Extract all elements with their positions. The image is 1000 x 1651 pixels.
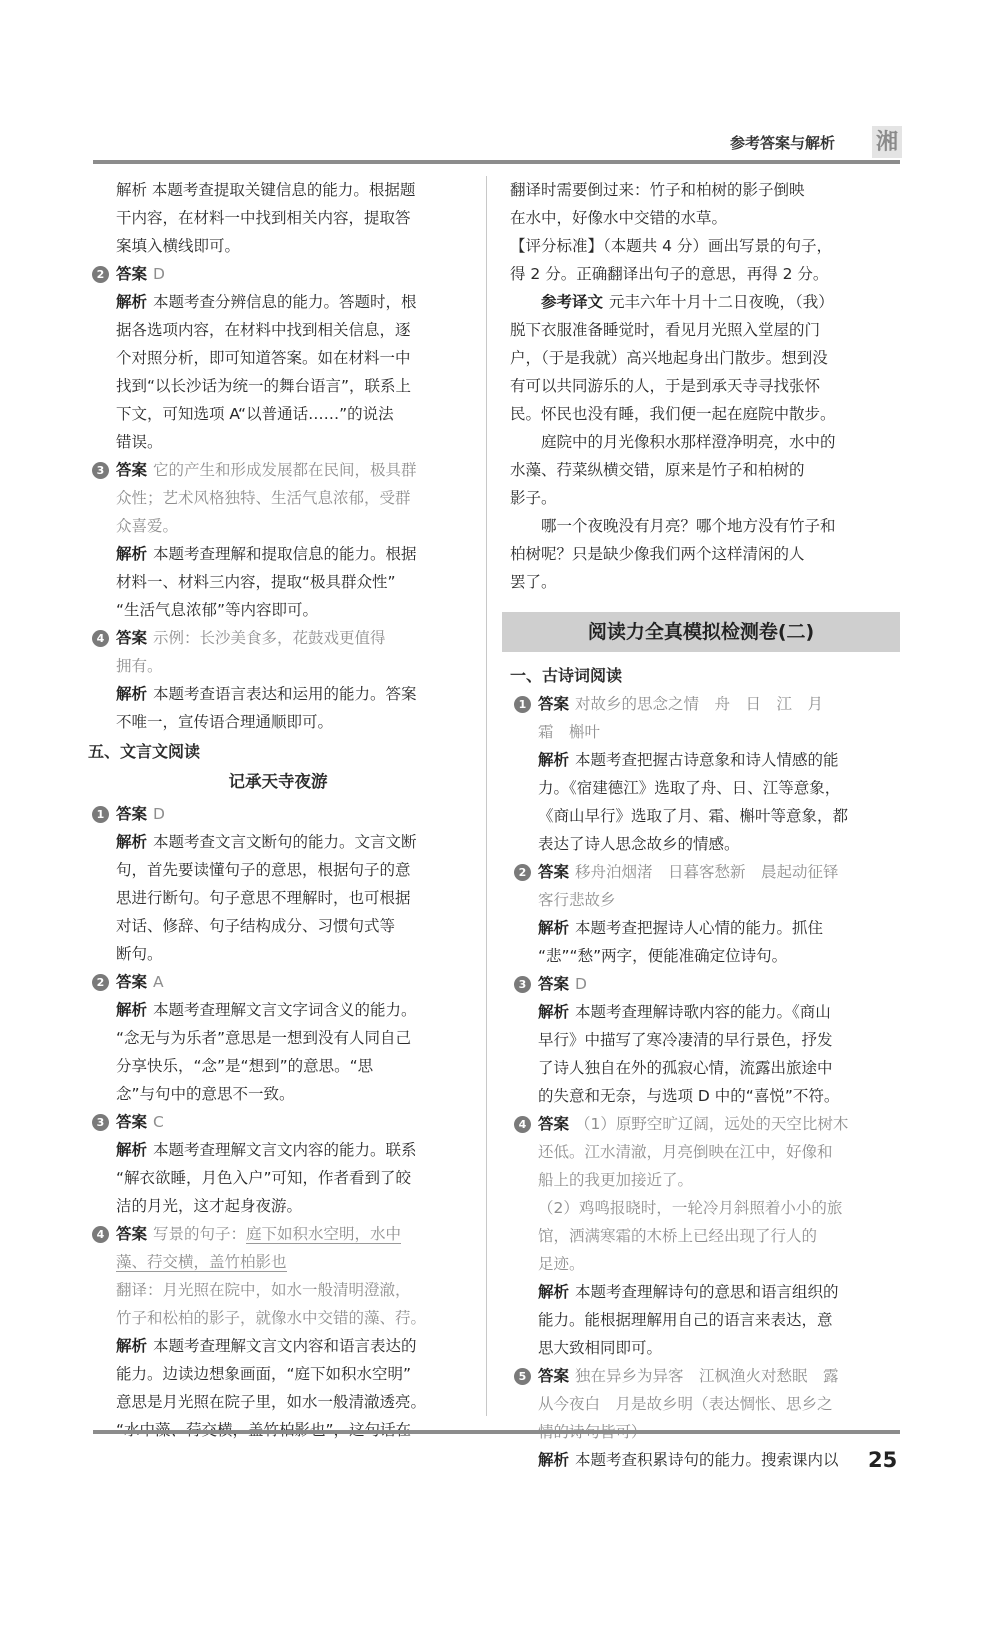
question-number-badge: 4 — [514, 1116, 531, 1133]
question-2: 2 答案 D 解析 本题考查分辨信息的能力。答题时，根 据各选项内容，在材料中找到相关信息，逐 个对照分析，即可知道答案。如在材料一中 找到“以长沙话为统一的舞台语言”，联系上 下文，可知选项 A“以普通话……”的说法 错误。 — [88, 260, 468, 456]
passage-title: 记承天寺夜游 — [228, 772, 328, 791]
header-title: 参考答案与解析 — [730, 134, 836, 152]
region-badge: 湘 — [872, 126, 902, 158]
question-number-badge: 2 — [514, 864, 531, 881]
poetry-question-2: 2 答案 移舟泊烟渚 日暮客愁新 晨起动征铎 客行悲故乡 解析 本题考查把握诗人心情的能力。抓住 “悲”“愁”两字，便能准确定位诗句。 — [510, 858, 900, 970]
question-number-badge: 1 — [92, 806, 109, 823]
question-number-badge: 3 — [92, 462, 109, 479]
classical-question-2: 2 答案 A 解析 本题考查理解文言文字词含义的能力。 “念无与为乐者”意思是一想到没有人同自己 分享快乐，“念”是“想到”的意思。“思 念”与句中的意思不一致。 — [88, 968, 468, 1108]
analysis-q1: 解析 本题考查提取关键信息的能力。根据题 干内容，在材料一中找到相关内容，提取答 案填入横线即可。 — [116, 181, 416, 255]
question-4: 4 答案 示例：长沙美食多，花鼓戏更值得 拥有。 解析 本题考查语言表达和运用的能力。答案 不唯一，宣传语合理通顺即可。 — [88, 624, 468, 736]
question-number-badge: 5 — [514, 1368, 531, 1385]
classical-question-4: 4 答案 写景的句子：庭下如积水空明，水中 藻、荇交横，盖竹柏影也 翻译：月光照在院中，如水一般清明澄澈， 竹子和松柏的影子，就像水中交错的藻、荇。 解析 本题考查理解文言文内容和语言表达的 能力。边读边想象画面，“庭下如积水空明” 意思是月光照在院子里，如水一般清澈透亮。 — [88, 1220, 468, 1444]
scoring-criteria: 【评分标准】（本题共 4 分）画出写景的句子， 得 2 分。正确翻译出句子的意思，再得 2 分。 — [510, 237, 832, 283]
poetry-question-5: 5 答案 独在异乡为异客 江枫渔火对愁眠 露 从今夜白 月是故乡明（表达惆怅、思乡之 解析 本题考查积累诗句的能力。搜索课内以 — [510, 1362, 900, 1474]
question-number-badge: 3 — [92, 1114, 109, 1131]
poetry-question-3: 3 答案 D 解析 本题考查理解诗歌内容的能力。《商山 早行》中描写了寒冷凄清的早行景色，抒发 了诗人独自在外的孤寂心情，流露出旅途中 的失意和无奈，与选项 D 中的“喜悦”不符。 — [510, 970, 900, 1110]
question-number-badge: 2 — [92, 266, 109, 283]
question-number-badge: 4 — [92, 1226, 109, 1243]
section-heading: 一、古诗词阅读 — [510, 666, 623, 685]
test-section-banner: 阅读力全真模拟检测卷(二) — [502, 612, 900, 652]
question-number-badge: 1 — [514, 696, 531, 713]
classical-question-3: 3 答案 C 解析 本题考查理解文言文内容的能力。联系 “解衣欲睡，月色入户”可知，作者看到了皎 洁的月光，这才起身夜游。 — [88, 1108, 468, 1220]
right-column — [510, 176, 900, 1474]
question-number-badge: 2 — [92, 974, 109, 991]
poetry-question-1: 1 答案 对故乡的思念之情 舟 日 江 月 霜 槲叶 解析 本题考查把握古诗意象和诗人情感的能 力。《宿建德江》选取了舟、日、江等意象， 《商山早行》选取了月、霜、槲叶等意象，都 表达了诗人思念故乡的情感。 — [510, 690, 900, 858]
left-column — [88, 176, 468, 1444]
page-number: 25 — [868, 1448, 898, 1472]
question-3: 3 答案 它的产生和形成发展都在民间，极具群 众性；艺术风格独特、生活气息浓郁，受群 众喜爱。 解析 本题考查理解和提取信息的能力。根据 材料一、材料三内容，提取“极具群众性” “生活气息浓郁”等内容即可。 — [88, 456, 468, 624]
question-number-badge: 4 — [92, 630, 109, 647]
poetry-question-4: 4 答案 （1）原野空旷辽阔，远处的天空比树木 还低。江水清澈，月亮倒映在江中，好像和 船上的我更加接近了。 （2）鸡鸣报晓时，一轮冷月斜照着小小的旅 馆，洒满寒霜的木桥上已经出现了行人的 足迹。 解析 本题考查理解诗句的意思和语言组织的 能力。能根据理解用自己的语言来表达，意 思大致相同即可。 — [510, 1110, 900, 1362]
header-rule — [93, 160, 900, 164]
classical-question-1: 1 答案 D 解析 本题考查文言文断句的能力。文言文断 句，首先要读懂句子的意思，根据句子的意 思进行断句。句子意思不理解时，也可根据 对话、修辞、句子结构成分、习惯句式等 断句。 — [88, 800, 468, 968]
footer-rule — [93, 1430, 900, 1434]
column-divider — [486, 176, 487, 1416]
reference-translation: 参考译文 元丰六年十月十二日夜晚，（我） 脱下衣服准备睡觉时，看见月光照入堂屋的门 户，（于是我就）高兴地起身出门散步。想到没 有可以共同游乐的人，于是到承天寺寻找张怀 民。怀民也没有睡，我们便一起在庭院中散步。 庭院中的月光像积水那样澄净明亮，水中的 水藻、荇菜纵横交错，原来是竹子和柏树的 影子。 哪一个夜晚没有月亮？哪个地方没有竹子和 柏树呢？只是缺少像我们两个这样清闲的人 罢了。 — [510, 293, 836, 591]
section-heading: 五、文言文阅读 — [88, 742, 201, 761]
question-number-badge: 3 — [514, 976, 531, 993]
analysis-continued: 翻译时需要倒过来：竹子和柏树的影子倒映 在水中，好像水中交错的水草。 — [510, 181, 805, 227]
